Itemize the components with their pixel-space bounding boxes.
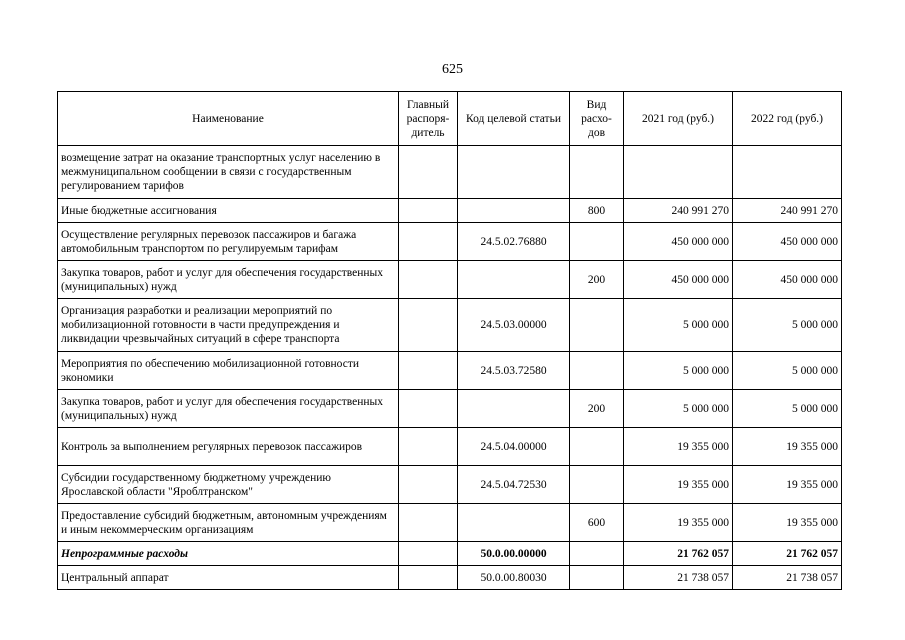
table-header-row bbox=[58, 92, 842, 146]
cell-main-admin bbox=[399, 428, 458, 466]
table-row bbox=[58, 428, 842, 466]
cell-2021: 5 000 000 bbox=[624, 299, 733, 352]
cell-2022: 5 000 000 bbox=[733, 299, 842, 352]
cell-main-admin bbox=[399, 352, 458, 390]
header-2021: 2021 год (руб.) bbox=[624, 92, 733, 146]
cell-main-admin bbox=[399, 466, 458, 504]
page-number: 625 bbox=[442, 62, 463, 77]
cell-name: Осуществление регулярных перевозок пассажиров и багажа автомобильным транспортом по регулируемым тарифам bbox=[58, 223, 399, 261]
cell-target-code: 50.0.00.80030 bbox=[458, 566, 570, 590]
table-row bbox=[58, 566, 842, 590]
cell-2021: 21 762 057 bbox=[624, 542, 733, 566]
cell-expense-type bbox=[570, 428, 624, 466]
cell-expense-type bbox=[570, 299, 624, 352]
header-target-code: Код целевой статьи bbox=[458, 92, 570, 146]
table-row bbox=[58, 466, 842, 504]
cell-2021: 21 738 057 bbox=[624, 566, 733, 590]
cell-2021: 19 355 000 bbox=[624, 428, 733, 466]
cell-main-admin bbox=[399, 299, 458, 352]
table-row bbox=[58, 223, 842, 261]
cell-2022: 21 738 057 bbox=[733, 566, 842, 590]
cell-name: Субсидии государственному бюджетному учреждению Ярославской области "Яроблтранском" bbox=[58, 466, 399, 504]
cell-expense-type bbox=[570, 146, 624, 199]
cell-name: возмещение затрат на оказание транспортных услуг населению в межмуниципальном сообщении в связи с государственным регулированием тарифов bbox=[58, 146, 399, 199]
cell-2021: 450 000 000 bbox=[624, 261, 733, 299]
cell-2021 bbox=[624, 146, 733, 199]
cell-2021: 5 000 000 bbox=[624, 390, 733, 428]
cell-name: Иные бюджетные ассигнования bbox=[58, 199, 399, 223]
cell-expense-type bbox=[570, 352, 624, 390]
cell-2022 bbox=[733, 146, 842, 199]
cell-2021: 450 000 000 bbox=[624, 223, 733, 261]
cell-name: Центральный аппарат bbox=[58, 566, 399, 590]
table-row bbox=[58, 542, 842, 566]
cell-target-code bbox=[458, 390, 570, 428]
cell-target-code: 24.5.02.76880 bbox=[458, 223, 570, 261]
cell-2022: 19 355 000 bbox=[733, 504, 842, 542]
cell-target-code: 24.5.04.00000 bbox=[458, 428, 570, 466]
cell-main-admin bbox=[399, 261, 458, 299]
cell-main-admin bbox=[399, 390, 458, 428]
cell-expense-type: 600 bbox=[570, 504, 624, 542]
cell-2022: 450 000 000 bbox=[733, 261, 842, 299]
cell-2021: 5 000 000 bbox=[624, 352, 733, 390]
cell-2022: 19 355 000 bbox=[733, 428, 842, 466]
cell-name: Организация разработки и реализации мероприятий по мобилизационной готовности в части предупреждения и ликвидации чрезвычайных ситуаций в сфере транспорта bbox=[58, 299, 399, 352]
cell-name: Контроль за выполнением регулярных перевозок пассажиров bbox=[58, 428, 399, 466]
cell-name: Предоставление субсидий бюджетным, автономным учреждениям и иным некоммерческим организациям bbox=[58, 504, 399, 542]
cell-target-code bbox=[458, 261, 570, 299]
cell-name: Непрограммные расходы bbox=[58, 542, 399, 566]
cell-target-code: 24.5.04.72530 bbox=[458, 466, 570, 504]
cell-target-code bbox=[458, 199, 570, 223]
cell-2022: 21 762 057 bbox=[733, 542, 842, 566]
cell-expense-type bbox=[570, 542, 624, 566]
cell-2022: 5 000 000 bbox=[733, 390, 842, 428]
cell-target-code bbox=[458, 504, 570, 542]
cell-target-code: 24.5.03.72580 bbox=[458, 352, 570, 390]
cell-2022: 450 000 000 bbox=[733, 223, 842, 261]
header-name: Наименование bbox=[58, 92, 399, 146]
table-row bbox=[58, 299, 842, 352]
header-2022: 2022 год (руб.) bbox=[733, 92, 842, 146]
cell-main-admin bbox=[399, 504, 458, 542]
cell-2021: 19 355 000 bbox=[624, 504, 733, 542]
cell-expense-type: 800 bbox=[570, 199, 624, 223]
table-row bbox=[58, 352, 842, 390]
cell-main-admin bbox=[399, 199, 458, 223]
cell-expense-type bbox=[570, 466, 624, 504]
cell-expense-type: 200 bbox=[570, 390, 624, 428]
cell-2021: 240 991 270 bbox=[624, 199, 733, 223]
table-row bbox=[58, 390, 842, 428]
cell-2022: 19 355 000 bbox=[733, 466, 842, 504]
cell-target-code: 24.5.03.00000 bbox=[458, 299, 570, 352]
cell-name: Закупка товаров, работ и услуг для обеспечения государственных (муниципальных) нужд bbox=[58, 261, 399, 299]
cell-main-admin bbox=[399, 542, 458, 566]
cell-2022: 5 000 000 bbox=[733, 352, 842, 390]
cell-target-code: 50.0.00.00000 bbox=[458, 542, 570, 566]
cell-expense-type bbox=[570, 566, 624, 590]
budget-table bbox=[57, 91, 842, 590]
table-row bbox=[58, 261, 842, 299]
cell-expense-type bbox=[570, 223, 624, 261]
cell-2022: 240 991 270 bbox=[733, 199, 842, 223]
cell-expense-type: 200 bbox=[570, 261, 624, 299]
table-row bbox=[58, 146, 842, 199]
cell-target-code bbox=[458, 146, 570, 199]
cell-main-admin bbox=[399, 146, 458, 199]
header-main-admin: Главный распоря-дитель bbox=[399, 92, 458, 146]
cell-name: Закупка товаров, работ и услуг для обеспечения государственных (муниципальных) нужд bbox=[58, 390, 399, 428]
cell-main-admin bbox=[399, 566, 458, 590]
header-expense-type: Вид расхо-дов bbox=[570, 92, 624, 146]
cell-main-admin bbox=[399, 223, 458, 261]
table-row bbox=[58, 199, 842, 223]
cell-name: Мероприятия по обеспечению мобилизационной готовности экономики bbox=[58, 352, 399, 390]
table-row bbox=[58, 504, 842, 542]
cell-2021: 19 355 000 bbox=[624, 466, 733, 504]
